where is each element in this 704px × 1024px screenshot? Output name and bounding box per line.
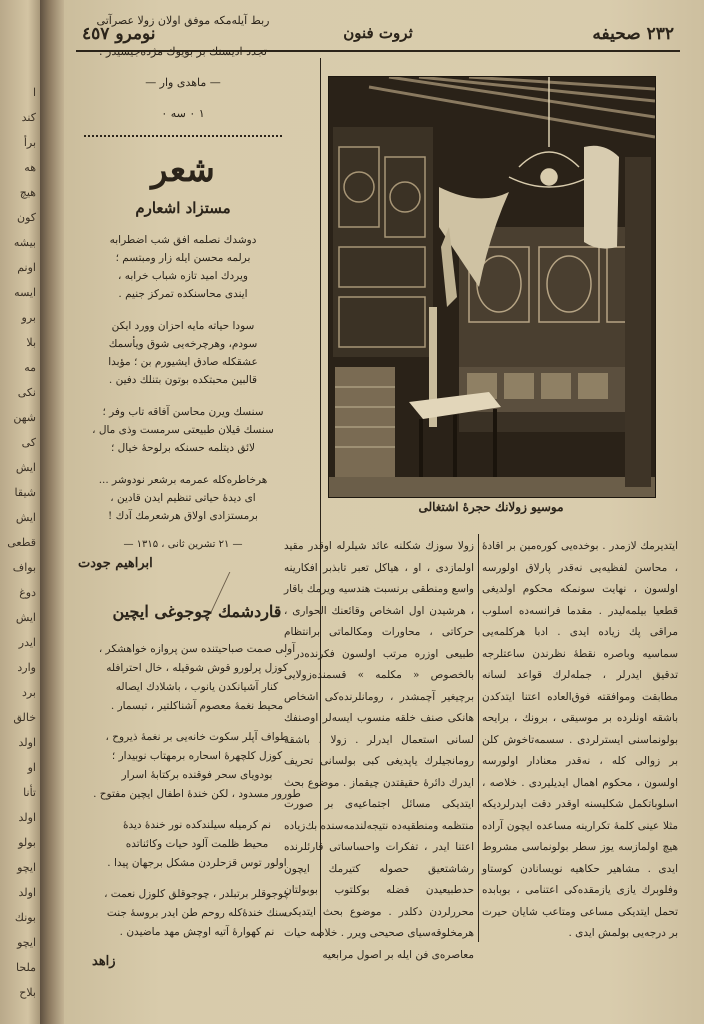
- article-text: زولا سوزك شکلنه عائد شیلرله اوقدر مقید اولمازدی ، او ، هیاکل تعبر تابذبر افکارینه واسع ومنطقی برنسبت هندسیه ویرمك باقار ، هرشیدن اول اشخاص وقائعنك الحواری ، حرکاتی ، محاورات ومکالماتی برانتظام طبیعی اوزره مرتب اولسون فکرنده‌در . بالخصوص « مکلمه » قسمنده‌زولایی برچیغیر آچمشدر ، رومانلرنده‌کی اشخاص هانکی صنف خلقه منسوب ایسه‌لر اوصنفك لسانی استعمال ایدرلر . زولا ، باشقه رومانجیلرك یاپدیغی کبی بولسانی تحریف ایدرك دائرهٔ حقیقتدن چیقماز . موضوع بحث ایتدیکی مسائل اجتماعیه‌ی بر صورت منتظمه ومنطقیه‌ده نتیجه‌لندمه‌سنده بك‌زیاده اعتنا ایدر ، تفکرات واحساساتی قارئلرنده رشاشتعیق حصوله کتیرمك ایچون حدطبیعیدن فضله بوکلتوب بوبولتان محررلردن دکلدر . موضوع بحث ایتدیکی هرمخلوقه‌سیای صحیحی ویرر . خلاصه حیات معاصره‌ی فن ایله بر اصول مرابعیه: [284, 540, 474, 961]
- previous-page-fragment: بولو: [18, 836, 36, 849]
- previous-page-fragment: ایش: [15, 461, 36, 474]
- previous-page-fragment: کی: [21, 436, 36, 449]
- poem-line: اولور توس قزحلردن مشکل برجهان پیدا .: [107, 857, 287, 869]
- previous-page-fragment: بلا: [26, 336, 36, 349]
- poem-stanza: [78, 640, 316, 716]
- previous-page-fragment: مه: [24, 361, 36, 374]
- poem-line: سنسك ویرن محاسن آفاقه تاب وفر ؛: [102, 406, 264, 418]
- poem-stanza: [78, 816, 316, 873]
- previous-page-fragment: دوغ: [19, 586, 36, 599]
- page: [64, 0, 704, 1024]
- poem-line: سنك خندهٔ‌کله روحم طن ایدر بروسهٔ جنت: [106, 907, 288, 919]
- poem-line: طورور مسدود ، لکن خندهٔ اطفال ایچین مفتوح .: [93, 788, 301, 800]
- previous-page-fragment: بواف: [12, 561, 36, 574]
- previous-page-fragment: هیچ: [19, 186, 36, 199]
- poem-author: زاهد: [92, 954, 116, 969]
- previous-page-fragment: بلاح: [19, 986, 36, 999]
- poem-line: عشقکله صادق ایشیورم بن ؛ مؤبدا: [108, 356, 258, 368]
- column-rule: [478, 534, 479, 942]
- previous-page-fragment: وارد: [17, 661, 36, 674]
- journal-title: ثروت فنون: [343, 24, 413, 42]
- previous-page-fragment: اولد: [18, 736, 36, 749]
- previous-page-fragment: بونك: [14, 911, 36, 924]
- previous-page-fragment: ایچو: [17, 861, 36, 874]
- previous-page-fragment: ایسه: [14, 286, 36, 299]
- previous-page-fragment: کند: [21, 111, 36, 124]
- poem-line: برمستزادی اولاق هرشعرمك آدك !: [108, 510, 258, 522]
- poem-line: نم کرمیله سیلندکده نور خندهٔ دیدهٔ: [122, 819, 272, 831]
- poem-stanza: [64, 403, 302, 457]
- previous-page-fragment: بیشه: [13, 236, 36, 249]
- poem-stanza: [78, 885, 316, 942]
- poem-body-2: [78, 640, 316, 969]
- illustration-caption: موسیو زولانك حجرهٔ اشتغالی: [418, 500, 564, 514]
- section-divider: [84, 135, 282, 137]
- intro-line: ربط آیله‌مکه موفق اولان زولا عصرآتی: [96, 14, 270, 27]
- poem-line: کوزل کلچهرهٔ اسحاره برمهتاب نوبیدار ؛: [111, 750, 283, 762]
- engraving-illustration: [328, 76, 656, 498]
- poem-line: سودم، وهرچرخه‌یی شوق ویأسمك: [108, 338, 258, 350]
- poem-author: ابراهیم جودت: [78, 556, 153, 571]
- poem-stanza: [78, 728, 316, 804]
- issue-number-label: نومرو ٤٥٧: [82, 24, 156, 44]
- poem-stanza: [64, 317, 302, 389]
- poem-body: [64, 231, 302, 525]
- poem-stanza: [64, 231, 302, 303]
- previous-page-fragment: ا: [32, 86, 36, 99]
- book-gutter: [40, 0, 64, 1024]
- poem-date: — ۲۱ تشرین ثانی ، ۱۳۱۵ —: [123, 539, 243, 550]
- poem-line: نم کهوارهٔ آتیه اوچش مهد ماضیدن .: [119, 926, 275, 938]
- poem-line: دوشدك نصلمه افق شب اضطرابه: [109, 234, 257, 246]
- poem-line: ای دیدهٔ حیاتی تنظیم ایدن قادین ،: [110, 492, 256, 504]
- poem-title: مستزاد اشعارم: [135, 199, 231, 217]
- previous-page-fragment: شهن: [13, 411, 36, 424]
- previous-page-fragment: او: [27, 761, 36, 774]
- previous-page-fragment: تأنا: [23, 786, 36, 799]
- article-text: ایتدیرمك لازمدر . بوخده‌یی کوره‌مین بر اقادهٔ ، محاسن لفظیه‌یی نه‌قدر پارلاق اولورسه اولسون ، نهایت سونمکه محکوم اولدیغی قطعیا بیلمه‌لیدر . مقدما فرانسه‌ده اسلوب مراقی پك زیاده ایدی . ادبا هرکلمه‌یی سماسیه وباصره نقطهٔ نظرندن ساعتلرجه تدقیق ایدرلر ، جمله‌لرك قواعد لسانه مطابقت وموافقته فوق‌العاده اعتنا ایتدکدن باشقه اونلرده بر موسیقی ، برونك ، برایحه بولونماسنی ایسترلردی . سسمه‌تاخوش کلن بر زوالی کله ، نه‌قدر معنادار اولورسه اولسون ، محکوم اهمال ایدیلیردی . خلاصه ، اسلوباتکمل شکلیسنه اوقدر دقت ایدرلردیکه مثلا عینی کلمهٔ تکرارینه مساعده ایچون آراده هیچ اولمازسه یوز سطر بولونماسی مشروط ایدی . مشاهیر حکاهیه نویسانادن کوستاو وفلوبرك یازی یازمقده‌کی اعتنامی ، بوبابده تحمل ایتدیکی مساعی ومتاعب شایان حیرت بر درجه‌یی بولمش ایدی .: [482, 540, 678, 939]
- previous-page-fragment: ایش: [15, 511, 36, 524]
- previous-page-fragment: کون: [17, 211, 36, 224]
- previous-page-fragment: ایش: [15, 611, 36, 624]
- poem-line: ایندی محاسنکده تمرکز جنیم .: [118, 288, 248, 300]
- page-number-label: ۲۳۲ صحیفه: [592, 24, 674, 44]
- poem-line: کنار آشیانکدن یانوب ، باشلادك ایصاله: [115, 681, 279, 693]
- poem-line: کوزل پرلورو قوش شوقیله ، خال احترافله: [106, 662, 288, 674]
- poem-stanza: [64, 471, 302, 525]
- page-header: [76, 22, 680, 52]
- previous-page-fragment: برد: [21, 686, 36, 699]
- poem-title: قاردشمك چوجوغی ایچین: [112, 602, 282, 621]
- poem-line: سنسك قیلان طبیعتی سرمست وذی مال ،: [92, 424, 274, 436]
- poetry-column: [64, 11, 302, 571]
- intro-number: ۱ ۰ سه ۰: [161, 107, 205, 120]
- previous-page-fragment: قطعی: [7, 536, 36, 549]
- previous-page-fragment: اولد: [18, 811, 36, 824]
- previous-page-fragment: شیقا: [14, 486, 36, 499]
- poem-line: محیط ظلمت آلود حیات وکائناتده: [125, 838, 269, 850]
- previous-page-fragment: اولد: [18, 886, 36, 899]
- previous-page-edge: [0, 0, 40, 1024]
- previous-page-fragment: اونم: [17, 261, 36, 274]
- article-column-middle: [284, 536, 474, 966]
- poem-line: ویردك امید تازه شباب خرابه ،: [118, 270, 248, 282]
- intro-signature: — ماهدی وار —: [145, 76, 221, 89]
- article-column-right: [482, 536, 678, 945]
- poem-line: آولی صمت صباحیتنده سن پروازه خواهشکر ،: [98, 643, 296, 655]
- poem-line: هرخاطره‌کله عمرمه برشعر نودوشر ...: [98, 474, 268, 486]
- previous-page-fragment: نکی: [17, 386, 36, 399]
- study-room-illustration: [329, 77, 655, 497]
- poem-line: بودویای سحر فوقنده برکتابهٔ اسرار: [121, 769, 273, 781]
- previous-page-fragment: هه: [24, 161, 36, 174]
- previous-page-fragment: خالق: [13, 711, 36, 724]
- poem-line: طواف آپلر سکوت خانه‌یی بر نغمهٔ ذیروح ،: [105, 731, 289, 743]
- poem-line: چوجوقلر برتبلدر ، چوجوقلق کلوزل نعمت ،: [104, 888, 290, 900]
- poem-line: لائق دیتلمه حسنکه برلوحهٔ خیال ؛: [110, 442, 256, 454]
- previous-page-fragment: برأ: [23, 136, 36, 149]
- previous-page-fragment: ایچو: [17, 936, 36, 949]
- previous-page-fragment: ایدر: [18, 636, 36, 649]
- poem-line: قالبین محبتکده بوتون بتنلك دفین .: [108, 374, 258, 386]
- previous-page-fragment: ملحا: [16, 961, 36, 974]
- poem-line: برلمه محسن ایله زار ومبتسم ؛: [115, 252, 251, 264]
- poem-line: محیط نغمهٔ معصوم آشناكلتیر ، تبسمار .: [110, 700, 284, 712]
- previous-page-fragment: برو: [21, 311, 36, 324]
- poem-line: سودا حیاته مایه احزان وورد ایکن: [111, 320, 255, 332]
- intro-line: تجدد ادیسنك بر بویوك مژده‌جیسیدر .: [99, 45, 267, 58]
- poetry-section-heading: شعر: [151, 150, 215, 190]
